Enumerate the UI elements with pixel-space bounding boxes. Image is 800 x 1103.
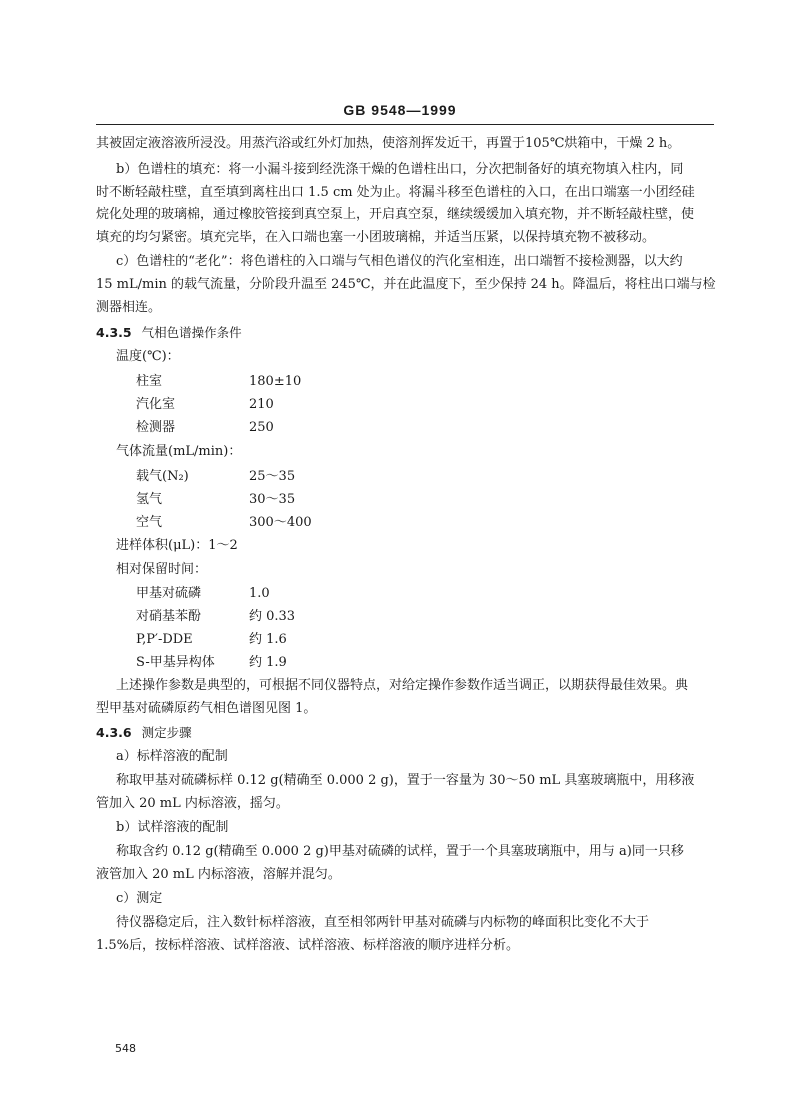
retention-time-label: 相对保留时间： [116, 562, 208, 577]
paragraph-line: 液管加入 20 mL 内标溶液，溶解并混匀。 [96, 867, 341, 882]
param-row: 空气 300～400 [136, 515, 312, 530]
param-row: 甲基对硫磷 1.0 [136, 586, 270, 601]
paragraph-line: 15 mL/min 的载气流量，分阶段升温至 245℃，并在此温度下，至少保持 24 h。降温后，将柱出口端与检 [96, 277, 716, 292]
paragraph-line: b）色谱柱的填充：将一小漏斗接到经洗涤干燥的色谱柱出口，分次把制备好的填充物填入柱内，同 [116, 162, 684, 177]
param-row: P,P′-DDE 约 1.6 [136, 632, 287, 647]
paragraph-line: 型甲基对硫磷原药气相色谱图见图 1。 [96, 701, 317, 716]
section-number: 4.3.6 [96, 725, 132, 740]
paragraph-line: 测器相连。 [96, 300, 162, 315]
header-rule [96, 124, 714, 125]
paragraph-line: 称取甲基对硫磷标样 0.12 g(精确至 0.000 2 g)，置于一容量为 30～50 mL 具塞玻璃瓶中，用移液 [116, 773, 695, 788]
subsection-title: b）试样溶液的配制 [116, 820, 229, 835]
paragraph-line: 其被固定液溶液所浸没。用蒸汽浴或红外灯加热，使溶剂挥发近干，再置于105℃烘箱中，干燥 2 h。 [96, 136, 681, 151]
paragraph-line: 待仪器稳定后，注入数针标样溶液，直至相邻两针甲基对硫磷与内标物的峰面积比变化不大于 [116, 915, 650, 930]
param-row: 柱室 180±10 [136, 374, 302, 389]
paragraph-line: 烷化处理的玻璃棉，通过橡胶管接到真空泵上，开启真空泵，继续缓缓加入填充物，并不断轻敲柱壁，使 [96, 207, 695, 222]
temperature-label: 温度(℃)： [116, 349, 180, 364]
page-number: 548 [115, 1042, 136, 1055]
section-title: 气相色谱操作条件 [141, 325, 242, 340]
paragraph-line: 管加入 20 mL 内标溶液，摇匀。 [96, 796, 289, 811]
document-header: GB 9548—1999 [343, 102, 457, 118]
paragraph-line: 时不断轻敲柱壁，直至填到离柱出口 1.5 cm 处为止。将漏斗移至色谱柱的入口，在出口端塞一小团经硅 [96, 185, 695, 200]
param-row: 检测器 250 [136, 420, 274, 435]
section-number: 4.3.5 [96, 325, 132, 340]
section-heading-4-3-6 [96, 723, 192, 743]
injection-volume: 进样体积(μL)：1～2 [116, 538, 238, 553]
paragraph-line: 上述操作参数是典型的，可根据不同仪器特点，对给定操作参数作适当调正，以期获得最佳效果。典 [116, 678, 689, 693]
paragraph-line: 1.5%后，按标样溶液、试样溶液、试样溶液、标样溶液的顺序进样分析。 [96, 938, 520, 953]
param-row: 氢气 30～35 [136, 492, 296, 507]
param-row: 对硝基苯酚 约 0.33 [136, 609, 296, 624]
param-row: 汽化室 210 [136, 397, 274, 412]
paragraph-line: c）色谱柱的“老化”：将色谱柱的入口端与气相色谱仪的汽化室相连，出口端暂不接检测器，以大约 [116, 254, 683, 269]
subsection-title: a）标样溶液的配制 [116, 749, 228, 764]
section-title: 测定步骤 [141, 725, 192, 740]
paragraph-line: 称取含约 0.12 g(精确至 0.000 2 g)甲基对硫磷的试样，置于一个具塞玻璃瓶中，用与 a)同一只移 [116, 844, 684, 859]
subsection-title: c）测定 [116, 891, 163, 906]
param-row: S-甲基异构体 约 1.9 [136, 655, 287, 670]
param-row: 载气(N₂) 25～35 [136, 469, 296, 484]
gas-flow-label: 气体流量(mL/min)： [116, 444, 242, 459]
section-heading-4-3-5 [96, 323, 242, 343]
paragraph-line: 填充的均匀紧密。填充完毕，在入口端也塞一小团玻璃棉，并适当压紧，以保持填充物不被移动。 [96, 230, 656, 245]
